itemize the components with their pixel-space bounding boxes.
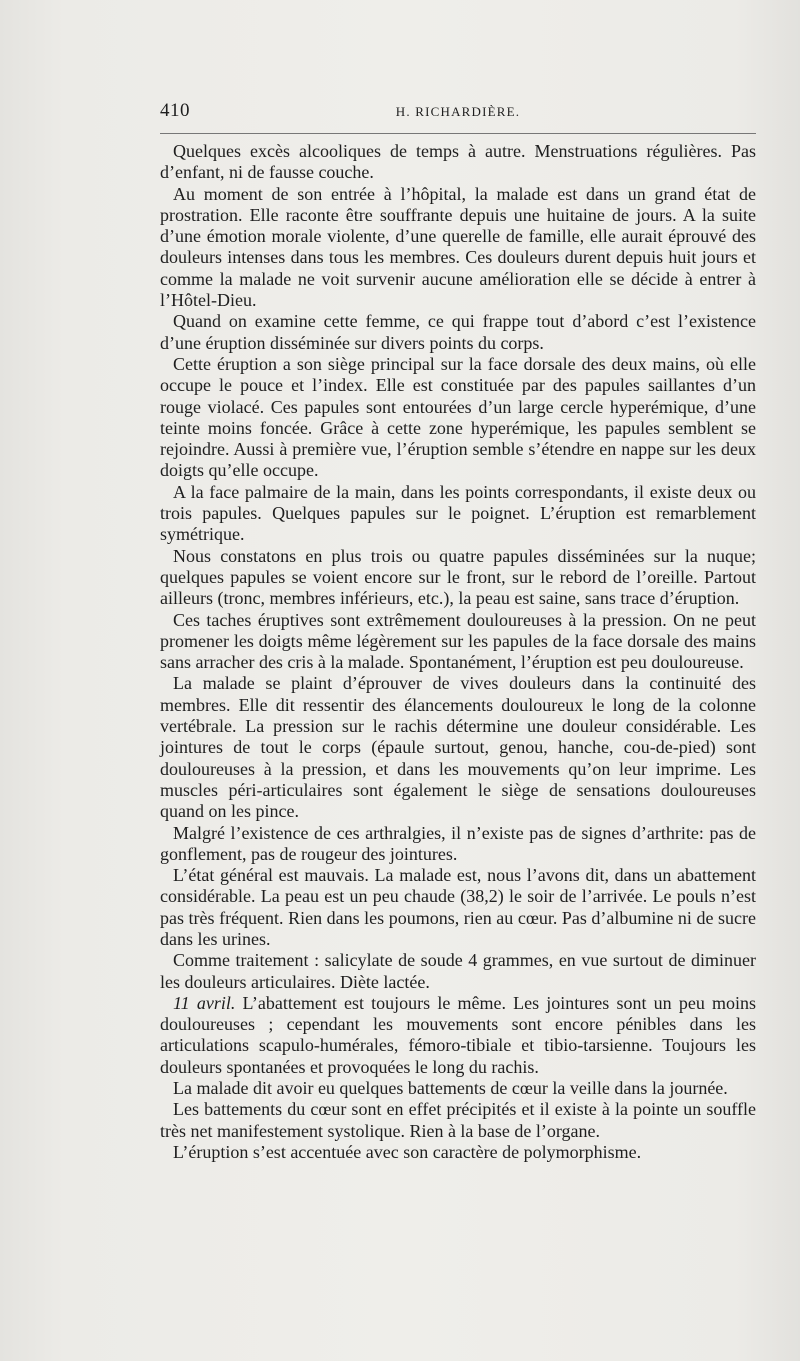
header-rule: [160, 133, 756, 134]
paragraph: Comme traitement : salicylate de soude 4 grammes, en vue surtout de diminuer les douleurs articulaires. Diète lactée.: [160, 950, 756, 992]
paragraph: La malade dit avoir eu quelques battements de cœur la veille dans la journée.: [173, 1078, 728, 1099]
paragraph: La malade se plaint d’éprouver de vives douleurs dans la continuité des membres. Elle dit ressentir des élancements douloureux le long de la colonne vertébrale. La pression sur le rachis détermine une douleur considérable. Les jointures de tout le corps (épaule surtout, genou, hanche, cou-de-pied) sont douloureuses à la pression, et dans les mouvements qu’on leur imprime. Les muscles péri-articulaires sont également le siège de sensations douloureuses quand on les pince.: [160, 673, 756, 822]
body-text: [160, 141, 756, 1163]
paragraph: Au moment de son entrée à l’hôpital, la malade est dans un grand état de prostration. Elle raconte être souffrante depuis une huitaine de jours. A la suite d’une émotion morale violente, d’une querelle de famille, elle aurait éprouvé des douleurs intenses dans tous les membres. Ces douleurs durent depuis huit jours et comme la malade ne voit survenir aucune amélioration elle se décide à entrer à l’Hôtel-Dieu.: [160, 183, 756, 311]
page-number: 410: [160, 100, 190, 121]
paragraph: L’état général est mauvais. La malade est, nous l’avons dit, dans un abattement considérable. La peau est un peu chaude (38,2) le soir de l’arrivée. Le pouls n’est pas très fréquent. Rien dans les poumons, rien au cœur. Pas d’albumine ni de sucre dans les urines.: [160, 865, 756, 949]
page-header: [160, 100, 756, 130]
paragraph: Nous constatons en plus trois ou quatre papules disséminées sur la nuque; quelques papules se voient encore sur le front, sur le rebord de l’oreille. Partout ailleurs (tronc, membres inférieurs, etc.), la peau est saine, sans trace d’éruption.: [160, 545, 756, 609]
paragraph: A la face palmaire de la main, dans les points correspondants, il existe deux ou trois papules. Quelques papules sur le poignet. L’éruption est remarblement symétrique.: [160, 481, 756, 545]
paragraph: Quelques excès alcooliques de temps à autre. Menstruations régulières. Pas d’enfant, ni de fausse couche.: [160, 141, 756, 183]
paragraph: Ces taches éruptives sont extrêmement douloureuses à la pression. On ne peut promener les doigts même légèrement sur les papules de la face dorsale des mains sans arracher des cris à la malade. Spontanément, l’éruption est peu douloureuse.: [160, 609, 756, 673]
paragraph-text: L’abattement est toujours le même. Les jointures sont un peu moins douloureuses ; cependant les mouvements sont encore pénibles dans les articulations scapulo-humérales, fémoro-tibiale et tibio-tarsienne. Toujours les douleurs spontanées et provoquées le long du rachis.: [160, 992, 756, 1077]
paragraph-date: 11 avril.: [173, 992, 236, 1013]
paragraph: Malgré l’existence de ces arthralgies, il n’existe pas de signes d’arthrite: pas de gonflement, pas de rougeur des jointures.: [160, 822, 756, 864]
paragraph: L’éruption s’est accentuée avec son caractère de polymorphisme.: [173, 1141, 642, 1162]
dated-paragraph: [160, 993, 756, 1078]
paragraph: Quand on examine cette femme, ce qui frappe tout d’abord c’est l’existence d’une éruption disséminée sur divers points du corps.: [160, 311, 756, 353]
paragraph: Les battements du cœur sont en effet précipités et il existe à la pointe un souffle très net manifestement systolique. Rien à la base de l’organe.: [160, 1099, 756, 1141]
paragraph: Cette éruption a son siège principal sur la face dorsale des deux mains, où elle occupe le pouce et l’index. Elle est constituée par des papules saillantes d’un rouge violacé. Ces papules sont entourées d’un large cercle hyperémique, d’une teinte moins foncée. Grâce à cette zone hyperémique, les papules semblent se rejoindre. Aussi à première vue, l’éruption semble s’étendre en nappe sur les deux doigts qu’elle occupe.: [160, 353, 756, 481]
running-head: H. RICHARDIÈRE.: [395, 104, 521, 119]
